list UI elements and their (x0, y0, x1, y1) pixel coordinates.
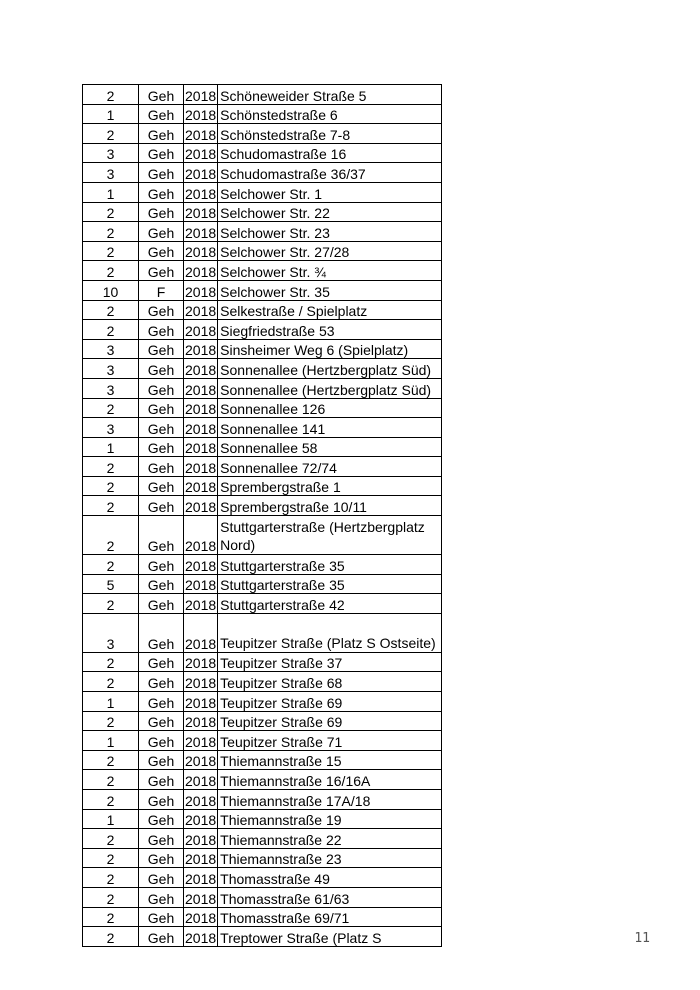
table-row (83, 907, 442, 927)
location-cell: Thomasstraße 61/63 (218, 887, 442, 907)
location-cell: Selkestraße / Spielplatz (218, 300, 442, 320)
table-row (83, 241, 442, 261)
table-row (83, 182, 442, 202)
location-cell: Sinsheimer Weg 6 (Spielplatz) (218, 339, 442, 359)
location-cell: Sprembergstraße 10/11 (218, 496, 442, 516)
table-row (83, 476, 442, 496)
type-cell: Geh (139, 496, 184, 516)
table-row (83, 124, 442, 144)
type-cell: Geh (139, 241, 184, 261)
year-cell: 2018 (184, 182, 218, 202)
count-cell: 2 (83, 711, 139, 731)
count-cell: 2 (83, 868, 139, 888)
year-cell: 2018 (184, 887, 218, 907)
count-cell: 1 (83, 104, 139, 124)
count-cell: 2 (83, 124, 139, 144)
table-row (83, 848, 442, 868)
year-cell: 2018 (184, 476, 218, 496)
year-cell: 2018 (184, 339, 218, 359)
type-cell: Geh (139, 652, 184, 672)
type-cell: Geh (139, 574, 184, 594)
location-cell: Selchower Str. 23 (218, 222, 442, 242)
year-cell: 2018 (184, 907, 218, 927)
location-cell: Selchower Str. 35 (218, 280, 442, 300)
location-cell: Thomasstraße 49 (218, 868, 442, 888)
year-cell: 2018 (184, 143, 218, 163)
count-cell: 2 (83, 907, 139, 927)
type-cell: Geh (139, 85, 184, 105)
type-cell: Geh (139, 868, 184, 888)
location-cell: Teupitzer Straße (Platz S Ostseite) (218, 613, 442, 652)
count-cell: 1 (83, 182, 139, 202)
location-cell: Teupitzer Straße 71 (218, 731, 442, 751)
location-cell: Teupitzer Straße 69 (218, 711, 442, 731)
year-cell: 2018 (184, 927, 218, 947)
type-cell: Geh (139, 320, 184, 340)
count-cell: 3 (83, 418, 139, 438)
type-cell: Geh (139, 711, 184, 731)
count-cell: 3 (83, 163, 139, 183)
year-cell: 2018 (184, 104, 218, 124)
table-row (83, 418, 442, 438)
location-cell: Selchower Str. 22 (218, 202, 442, 222)
location-cell: Schudomastraße 16 (218, 143, 442, 163)
count-cell: 2 (83, 222, 139, 242)
type-cell: Geh (139, 809, 184, 829)
table-row (83, 770, 442, 790)
location-cell: Stuttgarterstraße 42 (218, 594, 442, 614)
count-cell: 2 (83, 750, 139, 770)
table-row (83, 202, 442, 222)
data-table (82, 84, 442, 947)
count-cell: 1 (83, 731, 139, 751)
year-cell: 2018 (184, 574, 218, 594)
type-cell: Geh (139, 476, 184, 496)
type-cell: Geh (139, 457, 184, 477)
type-cell: F (139, 280, 184, 300)
year-cell: 2018 (184, 750, 218, 770)
count-cell: 2 (83, 261, 139, 281)
table-row (83, 359, 442, 379)
year-cell: 2018 (184, 418, 218, 438)
location-cell: Treptower Straße (Platz S (218, 927, 442, 947)
type-cell: Geh (139, 829, 184, 849)
table-row (83, 555, 442, 575)
year-cell: 2018 (184, 731, 218, 751)
location-cell: Stuttgarterstraße 35 (218, 574, 442, 594)
year-cell: 2018 (184, 261, 218, 281)
count-cell: 2 (83, 202, 139, 222)
type-cell: Geh (139, 848, 184, 868)
table-row (83, 163, 442, 183)
location-cell: Selchower Str. ¾ (218, 261, 442, 281)
count-cell: 2 (83, 652, 139, 672)
table-row (83, 809, 442, 829)
table-row (83, 320, 442, 340)
table-row (83, 143, 442, 163)
table-row (83, 261, 442, 281)
type-cell: Geh (139, 261, 184, 281)
type-cell: Geh (139, 398, 184, 418)
table-row (83, 613, 442, 652)
table-row (83, 692, 442, 712)
year-cell: 2018 (184, 124, 218, 144)
year-cell: 2018 (184, 848, 218, 868)
count-cell: 2 (83, 85, 139, 105)
location-cell: Schönstedstraße 7-8 (218, 124, 442, 144)
table-row (83, 104, 442, 124)
count-cell: 2 (83, 555, 139, 575)
year-cell: 2018 (184, 359, 218, 379)
type-cell: Geh (139, 104, 184, 124)
year-cell: 2018 (184, 809, 218, 829)
table-row (83, 927, 442, 947)
count-cell: 2 (83, 496, 139, 516)
location-cell: Schudomastraße 36/37 (218, 163, 442, 183)
location-cell: Stuttgarterstraße 35 (218, 555, 442, 575)
year-cell: 2018 (184, 692, 218, 712)
count-cell: 2 (83, 672, 139, 692)
location-cell: Schöneweider Straße 5 (218, 85, 442, 105)
count-cell: 2 (83, 770, 139, 790)
year-cell: 2018 (184, 202, 218, 222)
year-cell: 2018 (184, 320, 218, 340)
table-row (83, 457, 442, 477)
type-cell: Geh (139, 222, 184, 242)
year-cell: 2018 (184, 613, 218, 652)
type-cell: Geh (139, 182, 184, 202)
type-cell: Geh (139, 672, 184, 692)
count-cell: 2 (83, 300, 139, 320)
table-row (83, 868, 442, 888)
type-cell: Geh (139, 163, 184, 183)
type-cell: Geh (139, 750, 184, 770)
year-cell: 2018 (184, 85, 218, 105)
location-cell: Teupitzer Straße 37 (218, 652, 442, 672)
year-cell: 2018 (184, 829, 218, 849)
type-cell: Geh (139, 887, 184, 907)
count-cell: 1 (83, 437, 139, 457)
count-cell: 2 (83, 927, 139, 947)
year-cell: 2018 (184, 300, 218, 320)
location-cell: Thiemannstraße 15 (218, 750, 442, 770)
year-cell: 2018 (184, 437, 218, 457)
location-cell: Sonnenallee 126 (218, 398, 442, 418)
type-cell: Geh (139, 731, 184, 751)
location-cell: Sonnenallee 72/74 (218, 457, 442, 477)
table-body (83, 85, 442, 947)
count-cell: 2 (83, 320, 139, 340)
count-cell: 3 (83, 378, 139, 398)
count-cell: 5 (83, 574, 139, 594)
table-row (83, 731, 442, 751)
table-row (83, 398, 442, 418)
location-cell: Thiemannstraße 23 (218, 848, 442, 868)
year-cell: 2018 (184, 672, 218, 692)
table-row (83, 496, 442, 516)
type-cell: Geh (139, 594, 184, 614)
table-row (83, 339, 442, 359)
table-row (83, 672, 442, 692)
table-row (83, 222, 442, 242)
table-row (83, 300, 442, 320)
table-row (83, 790, 442, 810)
type-cell: Geh (139, 202, 184, 222)
table-row (83, 378, 442, 398)
type-cell: Geh (139, 339, 184, 359)
year-cell: 2018 (184, 555, 218, 575)
location-cell: Sprembergstraße 1 (218, 476, 442, 496)
year-cell: 2018 (184, 222, 218, 242)
type-cell: Geh (139, 516, 184, 555)
year-cell: 2018 (184, 652, 218, 672)
location-cell: Siegfriedstraße 53 (218, 320, 442, 340)
year-cell: 2018 (184, 711, 218, 731)
location-cell: Thiemannstraße 19 (218, 809, 442, 829)
type-cell: Geh (139, 143, 184, 163)
location-cell: Sonnenallee 58 (218, 437, 442, 457)
year-cell: 2018 (184, 398, 218, 418)
table-row (83, 574, 442, 594)
count-cell: 3 (83, 613, 139, 652)
table-row (83, 516, 442, 555)
location-cell: Teupitzer Straße 69 (218, 692, 442, 712)
location-cell: Sonnenallee (Hertzbergplatz Süd) (218, 378, 442, 398)
location-cell: Selchower Str. 1 (218, 182, 442, 202)
page-number: 11 (634, 931, 650, 946)
table-row (83, 280, 442, 300)
table-row (83, 829, 442, 849)
count-cell: 1 (83, 809, 139, 829)
location-cell: Schönstedstraße 6 (218, 104, 442, 124)
count-cell: 2 (83, 398, 139, 418)
location-cell: Teupitzer Straße 68 (218, 672, 442, 692)
count-cell: 2 (83, 457, 139, 477)
location-cell: Selchower Str. 27/28 (218, 241, 442, 261)
count-cell: 2 (83, 887, 139, 907)
type-cell: Geh (139, 359, 184, 379)
location-cell: Sonnenallee (Hertzbergplatz Süd) (218, 359, 442, 379)
year-cell: 2018 (184, 868, 218, 888)
type-cell: Geh (139, 418, 184, 438)
location-cell: Thiemannstraße 22 (218, 829, 442, 849)
table-row (83, 437, 442, 457)
count-cell: 2 (83, 241, 139, 261)
type-cell: Geh (139, 613, 184, 652)
table-row (83, 711, 442, 731)
year-cell: 2018 (184, 457, 218, 477)
year-cell: 2018 (184, 770, 218, 790)
count-cell: 3 (83, 143, 139, 163)
count-cell: 3 (83, 359, 139, 379)
location-cell: Thiemannstraße 17A/18 (218, 790, 442, 810)
count-cell: 2 (83, 476, 139, 496)
table-row (83, 594, 442, 614)
table-row (83, 887, 442, 907)
location-cell: Thomasstraße 69/71 (218, 907, 442, 927)
table-row (83, 85, 442, 105)
location-cell: Thiemannstraße 16/16A (218, 770, 442, 790)
type-cell: Geh (139, 927, 184, 947)
count-cell: 1 (83, 692, 139, 712)
year-cell: 2018 (184, 241, 218, 261)
type-cell: Geh (139, 124, 184, 144)
count-cell: 2 (83, 848, 139, 868)
count-cell: 2 (83, 829, 139, 849)
type-cell: Geh (139, 555, 184, 575)
count-cell: 2 (83, 516, 139, 555)
type-cell: Geh (139, 907, 184, 927)
type-cell: Geh (139, 770, 184, 790)
count-cell: 2 (83, 594, 139, 614)
location-cell: Stuttgarterstraße (Hertzbergplatz Nord) (218, 516, 442, 555)
location-cell: Sonnenallee 141 (218, 418, 442, 438)
year-cell: 2018 (184, 163, 218, 183)
count-cell: 2 (83, 790, 139, 810)
year-cell: 2018 (184, 790, 218, 810)
table-row (83, 750, 442, 770)
year-cell: 2018 (184, 516, 218, 555)
year-cell: 2018 (184, 496, 218, 516)
type-cell: Geh (139, 790, 184, 810)
type-cell: Geh (139, 300, 184, 320)
table-row (83, 652, 442, 672)
year-cell: 2018 (184, 280, 218, 300)
count-cell: 3 (83, 339, 139, 359)
year-cell: 2018 (184, 594, 218, 614)
type-cell: Geh (139, 378, 184, 398)
type-cell: Geh (139, 437, 184, 457)
type-cell: Geh (139, 692, 184, 712)
count-cell: 10 (83, 280, 139, 300)
year-cell: 2018 (184, 378, 218, 398)
